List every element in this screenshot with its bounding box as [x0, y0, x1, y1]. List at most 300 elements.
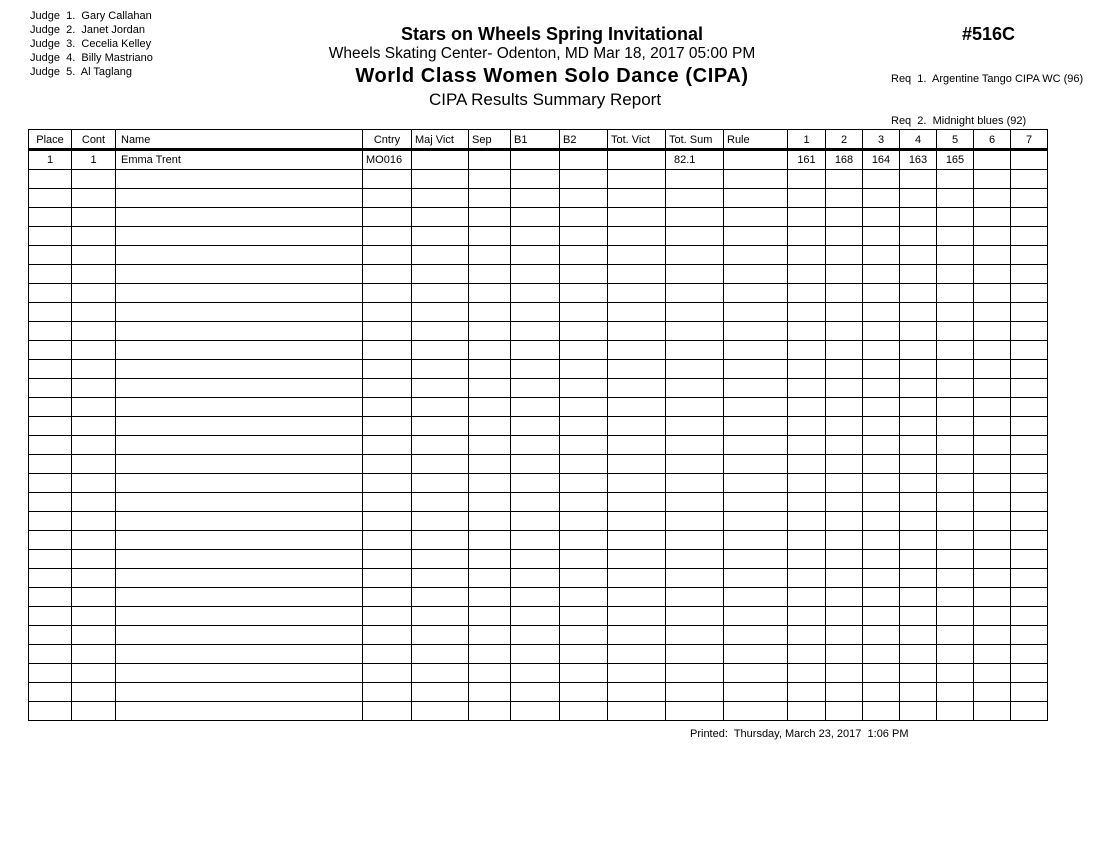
- cell-empty: [511, 227, 560, 246]
- cell-empty: [974, 246, 1011, 265]
- cell-empty: [974, 189, 1011, 208]
- cell-empty: [826, 284, 863, 303]
- table-row-empty: [29, 588, 1048, 607]
- cell-empty: [560, 227, 608, 246]
- cell-empty: [863, 550, 900, 569]
- table-row-empty: [29, 398, 1048, 417]
- cell-empty: [72, 227, 116, 246]
- cell-empty: [1011, 645, 1048, 664]
- cell-empty: [72, 436, 116, 455]
- cell-empty: [666, 588, 724, 607]
- cell-cont: 1: [72, 150, 116, 170]
- cell-empty: [72, 303, 116, 322]
- cell-empty: [560, 208, 608, 227]
- table-row-empty: [29, 170, 1048, 189]
- cell-empty: [116, 227, 363, 246]
- cell-empty: [937, 702, 974, 721]
- cell-empty: [29, 512, 72, 531]
- judge-name: Janet Jordan: [81, 24, 145, 36]
- cell-empty: [608, 265, 666, 284]
- cell-empty: [511, 170, 560, 189]
- cell-empty: [863, 417, 900, 436]
- cell-empty: [937, 683, 974, 702]
- cell-empty: [666, 607, 724, 626]
- cell-empty: [1011, 208, 1048, 227]
- cell-empty: [826, 474, 863, 493]
- cell-empty: [826, 607, 863, 626]
- cell-empty: [900, 455, 937, 474]
- cell-sep: [469, 150, 511, 170]
- cell-empty: [72, 683, 116, 702]
- col-b2: B2: [560, 130, 608, 150]
- cell-empty: [29, 265, 72, 284]
- cell-empty: [826, 360, 863, 379]
- table-row-empty: [29, 284, 1048, 303]
- cell-empty: [469, 607, 511, 626]
- cell-empty: [469, 493, 511, 512]
- cell-empty: [608, 379, 666, 398]
- cell-empty: [469, 436, 511, 455]
- judge-label: Judge 4.: [30, 52, 76, 64]
- cell-empty: [363, 436, 412, 455]
- cell-empty: [511, 379, 560, 398]
- cell-empty: [666, 398, 724, 417]
- cell-empty: [724, 246, 788, 265]
- col-tot-vict: Tot. Vict: [608, 130, 666, 150]
- cell-empty: [116, 702, 363, 721]
- col-sep: Sep: [469, 130, 511, 150]
- cell-empty: [29, 455, 72, 474]
- cell-empty: [863, 227, 900, 246]
- table-row-empty: [29, 189, 1048, 208]
- cell-empty: [72, 474, 116, 493]
- cell-empty: [666, 569, 724, 588]
- cell-empty: [560, 360, 608, 379]
- cell-empty: [363, 683, 412, 702]
- cell-empty: [974, 664, 1011, 683]
- cell-empty: [363, 702, 412, 721]
- cell-empty: [900, 227, 937, 246]
- cell-empty: [1011, 246, 1048, 265]
- table-row-empty: [29, 569, 1048, 588]
- cell-name: Emma Trent: [116, 150, 363, 170]
- cell-empty: [974, 531, 1011, 550]
- cell-empty: [116, 455, 363, 474]
- report-title: CIPA Results Summary Report: [428, 90, 662, 109]
- cell-empty: [469, 398, 511, 417]
- table-row-empty: [29, 512, 1048, 531]
- cell-empty: [608, 303, 666, 322]
- judges-list: [30, 9, 153, 79]
- cell-empty: [900, 588, 937, 607]
- cell-empty: [412, 265, 469, 284]
- cell-empty: [974, 398, 1011, 417]
- cell-empty: [412, 322, 469, 341]
- cell-empty: [560, 170, 608, 189]
- cell-empty: [1011, 702, 1048, 721]
- cell-empty: [974, 436, 1011, 455]
- table-header-row: [29, 130, 1048, 150]
- cell-b1: [511, 150, 560, 170]
- cell-empty: [826, 550, 863, 569]
- cell-empty: [1011, 322, 1048, 341]
- printed-timestamp: Printed: Thursday, March 23, 2017 1:06 PM: [690, 728, 909, 740]
- cell-empty: [724, 531, 788, 550]
- cell-empty: [560, 436, 608, 455]
- cell-empty: [1011, 436, 1048, 455]
- cell-empty: [29, 189, 72, 208]
- cell-empty: [560, 284, 608, 303]
- cell-empty: [412, 398, 469, 417]
- cell-empty: [900, 474, 937, 493]
- cell-empty: [788, 303, 826, 322]
- col-judge-1: 1: [788, 130, 826, 150]
- cell-empty: [724, 303, 788, 322]
- cell-empty: [29, 436, 72, 455]
- cell-empty: [412, 284, 469, 303]
- cell-empty: [724, 322, 788, 341]
- cell-empty: [116, 664, 363, 683]
- cell-empty: [469, 360, 511, 379]
- cell-empty: [937, 664, 974, 683]
- cell-empty: [608, 626, 666, 645]
- cell-empty: [900, 303, 937, 322]
- cell-empty: [560, 512, 608, 531]
- cell-empty: [412, 227, 469, 246]
- cell-empty: [724, 645, 788, 664]
- cell-empty: [900, 645, 937, 664]
- cell-empty: [788, 588, 826, 607]
- cell-empty: [469, 645, 511, 664]
- cell-empty: [511, 531, 560, 550]
- requirement-1: [891, 72, 1083, 86]
- cell-judge-4: 163: [900, 150, 937, 170]
- cell-judge-3: 164: [863, 150, 900, 170]
- cell-empty: [116, 645, 363, 664]
- venue-date: Wheels Skating Center- Odenton, MD Mar 18, 2017 05:00 PM: [328, 45, 756, 62]
- cell-empty: [900, 398, 937, 417]
- cell-empty: [863, 189, 900, 208]
- cell-empty: [863, 588, 900, 607]
- cell-empty: [511, 208, 560, 227]
- cell-empty: [788, 208, 826, 227]
- cell-empty: [788, 379, 826, 398]
- cell-empty: [608, 645, 666, 664]
- cell-empty: [116, 417, 363, 436]
- cell-empty: [937, 208, 974, 227]
- cell-empty: [560, 341, 608, 360]
- cell-empty: [826, 702, 863, 721]
- cell-empty: [863, 436, 900, 455]
- cell-empty: [511, 303, 560, 322]
- cell-empty: [560, 398, 608, 417]
- cell-empty: [724, 379, 788, 398]
- cell-empty: [788, 512, 826, 531]
- cell-empty: [937, 645, 974, 664]
- cell-empty: [116, 360, 363, 379]
- cell-empty: [412, 417, 469, 436]
- cell-empty: [666, 550, 724, 569]
- cell-empty: [363, 455, 412, 474]
- cell-empty: [724, 664, 788, 683]
- cell-empty: [724, 626, 788, 645]
- cell-empty: [863, 531, 900, 550]
- cell-empty: [116, 588, 363, 607]
- cell-b2: [560, 150, 608, 170]
- cell-place: 1: [29, 150, 72, 170]
- cell-empty: [72, 588, 116, 607]
- cell-empty: [974, 474, 1011, 493]
- cell-empty: [826, 455, 863, 474]
- cell-empty: [29, 322, 72, 341]
- cell-empty: [511, 341, 560, 360]
- cell-empty: [116, 493, 363, 512]
- cell-empty: [900, 436, 937, 455]
- cell-empty: [826, 170, 863, 189]
- cell-empty: [412, 455, 469, 474]
- cell-empty: [511, 702, 560, 721]
- cell-empty: [412, 474, 469, 493]
- cell-empty: [412, 664, 469, 683]
- cell-empty: [666, 303, 724, 322]
- cell-empty: [937, 341, 974, 360]
- cell-empty: [863, 645, 900, 664]
- cell-empty: [560, 664, 608, 683]
- cell-empty: [363, 265, 412, 284]
- cell-empty: [900, 379, 937, 398]
- cell-empty: [72, 360, 116, 379]
- cell-empty: [72, 417, 116, 436]
- cell-empty: [29, 170, 72, 189]
- cell-empty: [826, 227, 863, 246]
- cell-empty: [826, 436, 863, 455]
- col-tot-sum: Tot. Sum: [666, 130, 724, 150]
- cell-empty: [116, 436, 363, 455]
- cell-empty: [826, 265, 863, 284]
- event-number: #516C: [962, 24, 1016, 44]
- cell-empty: [469, 303, 511, 322]
- cell-empty: [363, 417, 412, 436]
- cell-empty: [608, 417, 666, 436]
- cell-empty: [511, 493, 560, 512]
- cell-empty: [608, 322, 666, 341]
- cell-empty: [363, 341, 412, 360]
- table-row-empty: [29, 208, 1048, 227]
- table-row-empty: [29, 626, 1048, 645]
- cell-empty: [1011, 227, 1048, 246]
- cell-empty: [560, 702, 608, 721]
- cell-empty: [363, 360, 412, 379]
- table-row-empty: [29, 550, 1048, 569]
- cell-empty: [469, 227, 511, 246]
- cell-empty: [608, 455, 666, 474]
- cell-empty: [412, 531, 469, 550]
- table-row-empty: [29, 417, 1048, 436]
- cell-empty: [412, 626, 469, 645]
- cell-empty: [788, 341, 826, 360]
- cell-empty: [469, 265, 511, 284]
- cell-empty: [560, 379, 608, 398]
- cell-empty: [863, 664, 900, 683]
- cell-empty: [1011, 455, 1048, 474]
- col-name: Name: [116, 130, 363, 150]
- table-row-empty: [29, 493, 1048, 512]
- cell-empty: [29, 379, 72, 398]
- cell-empty: [900, 569, 937, 588]
- cell-empty: [363, 398, 412, 417]
- requirements-list: [891, 44, 1083, 142]
- cell-empty: [363, 322, 412, 341]
- cell-empty: [116, 208, 363, 227]
- cell-empty: [560, 455, 608, 474]
- cell-empty: [560, 493, 608, 512]
- cell-empty: [469, 322, 511, 341]
- table-row-empty: [29, 531, 1048, 550]
- cell-empty: [724, 360, 788, 379]
- cell-empty: [788, 664, 826, 683]
- table-row-empty: [29, 702, 1048, 721]
- event-title: World Class Women Solo Dance (CIPA): [355, 65, 749, 87]
- cell-empty: [974, 569, 1011, 588]
- cell-empty: [29, 664, 72, 683]
- cell-empty: [29, 702, 72, 721]
- cell-empty: [608, 189, 666, 208]
- cell-empty: [788, 645, 826, 664]
- cell-empty: [900, 493, 937, 512]
- cell-empty: [72, 607, 116, 626]
- cell-empty: [363, 569, 412, 588]
- cell-empty: [1011, 303, 1048, 322]
- cell-judge-7: [1011, 150, 1048, 170]
- cell-empty: [724, 474, 788, 493]
- cell-empty: [900, 208, 937, 227]
- cell-empty: [724, 208, 788, 227]
- cell-empty: [788, 474, 826, 493]
- cell-empty: [724, 493, 788, 512]
- cell-empty: [469, 417, 511, 436]
- cell-empty: [666, 626, 724, 645]
- cell-empty: [863, 265, 900, 284]
- cell-empty: [666, 208, 724, 227]
- requirement-2: [891, 114, 1083, 128]
- cell-empty: [72, 569, 116, 588]
- cell-empty: [560, 588, 608, 607]
- cell-empty: [511, 417, 560, 436]
- cell-empty: [826, 246, 863, 265]
- cell-empty: [974, 284, 1011, 303]
- cell-empty: [788, 455, 826, 474]
- col-rule: Rule: [724, 130, 788, 150]
- cell-empty: [608, 227, 666, 246]
- cell-empty: [412, 493, 469, 512]
- col-cont: Cont: [72, 130, 116, 150]
- cell-empty: [724, 455, 788, 474]
- cell-empty: [788, 702, 826, 721]
- cell-empty: [900, 550, 937, 569]
- table-row-empty: [29, 607, 1048, 626]
- cell-empty: [560, 683, 608, 702]
- cell-empty: [937, 417, 974, 436]
- cell-empty: [826, 531, 863, 550]
- cell-empty: [826, 398, 863, 417]
- col-b1: B1: [511, 130, 560, 150]
- cell-empty: [72, 170, 116, 189]
- cell-empty: [900, 341, 937, 360]
- table-row-empty: [29, 455, 1048, 474]
- cell-tot-sum: 82.1: [666, 150, 724, 170]
- cell-empty: [937, 455, 974, 474]
- cell-empty: [937, 398, 974, 417]
- cell-empty: [29, 398, 72, 417]
- cell-empty: [788, 189, 826, 208]
- cell-empty: [826, 569, 863, 588]
- cell-empty: [1011, 626, 1048, 645]
- cell-empty: [116, 474, 363, 493]
- cell-empty: [116, 303, 363, 322]
- cell-empty: [1011, 550, 1048, 569]
- cell-empty: [900, 265, 937, 284]
- cell-empty: [937, 170, 974, 189]
- cell-empty: [29, 531, 72, 550]
- cell-empty: [29, 208, 72, 227]
- cell-empty: [469, 664, 511, 683]
- cell-empty: [724, 284, 788, 303]
- cell-empty: [1011, 170, 1048, 189]
- table-row-empty: [29, 645, 1048, 664]
- cell-empty: [511, 607, 560, 626]
- cell-empty: [937, 265, 974, 284]
- cell-empty: [29, 417, 72, 436]
- cell-empty: [72, 664, 116, 683]
- cell-empty: [469, 550, 511, 569]
- cell-empty: [116, 284, 363, 303]
- cell-empty: [1011, 569, 1048, 588]
- cell-empty: [937, 360, 974, 379]
- cell-empty: [724, 702, 788, 721]
- cell-empty: [469, 455, 511, 474]
- cell-empty: [826, 493, 863, 512]
- cell-empty: [116, 512, 363, 531]
- cell-empty: [1011, 664, 1048, 683]
- cell-empty: [666, 379, 724, 398]
- cell-empty: [788, 493, 826, 512]
- cell-empty: [666, 341, 724, 360]
- cell-rule: [724, 150, 788, 170]
- cell-empty: [608, 170, 666, 189]
- cell-empty: [560, 265, 608, 284]
- cell-empty: [560, 246, 608, 265]
- cell-empty: [469, 588, 511, 607]
- cell-empty: [469, 683, 511, 702]
- cell-empty: [900, 170, 937, 189]
- cell-empty: [666, 322, 724, 341]
- cell-empty: [724, 189, 788, 208]
- cell-empty: [937, 436, 974, 455]
- cell-empty: [29, 626, 72, 645]
- cell-empty: [412, 303, 469, 322]
- cell-empty: [511, 360, 560, 379]
- cell-empty: [363, 626, 412, 645]
- table-row-empty: [29, 322, 1048, 341]
- cell-empty: [608, 531, 666, 550]
- cell-empty: [116, 341, 363, 360]
- judge-label: Judge 3.: [30, 38, 76, 50]
- cell-empty: [974, 227, 1011, 246]
- cell-empty: [666, 531, 724, 550]
- table-row-empty: [29, 303, 1048, 322]
- cell-empty: [363, 512, 412, 531]
- judge-4: [30, 51, 153, 65]
